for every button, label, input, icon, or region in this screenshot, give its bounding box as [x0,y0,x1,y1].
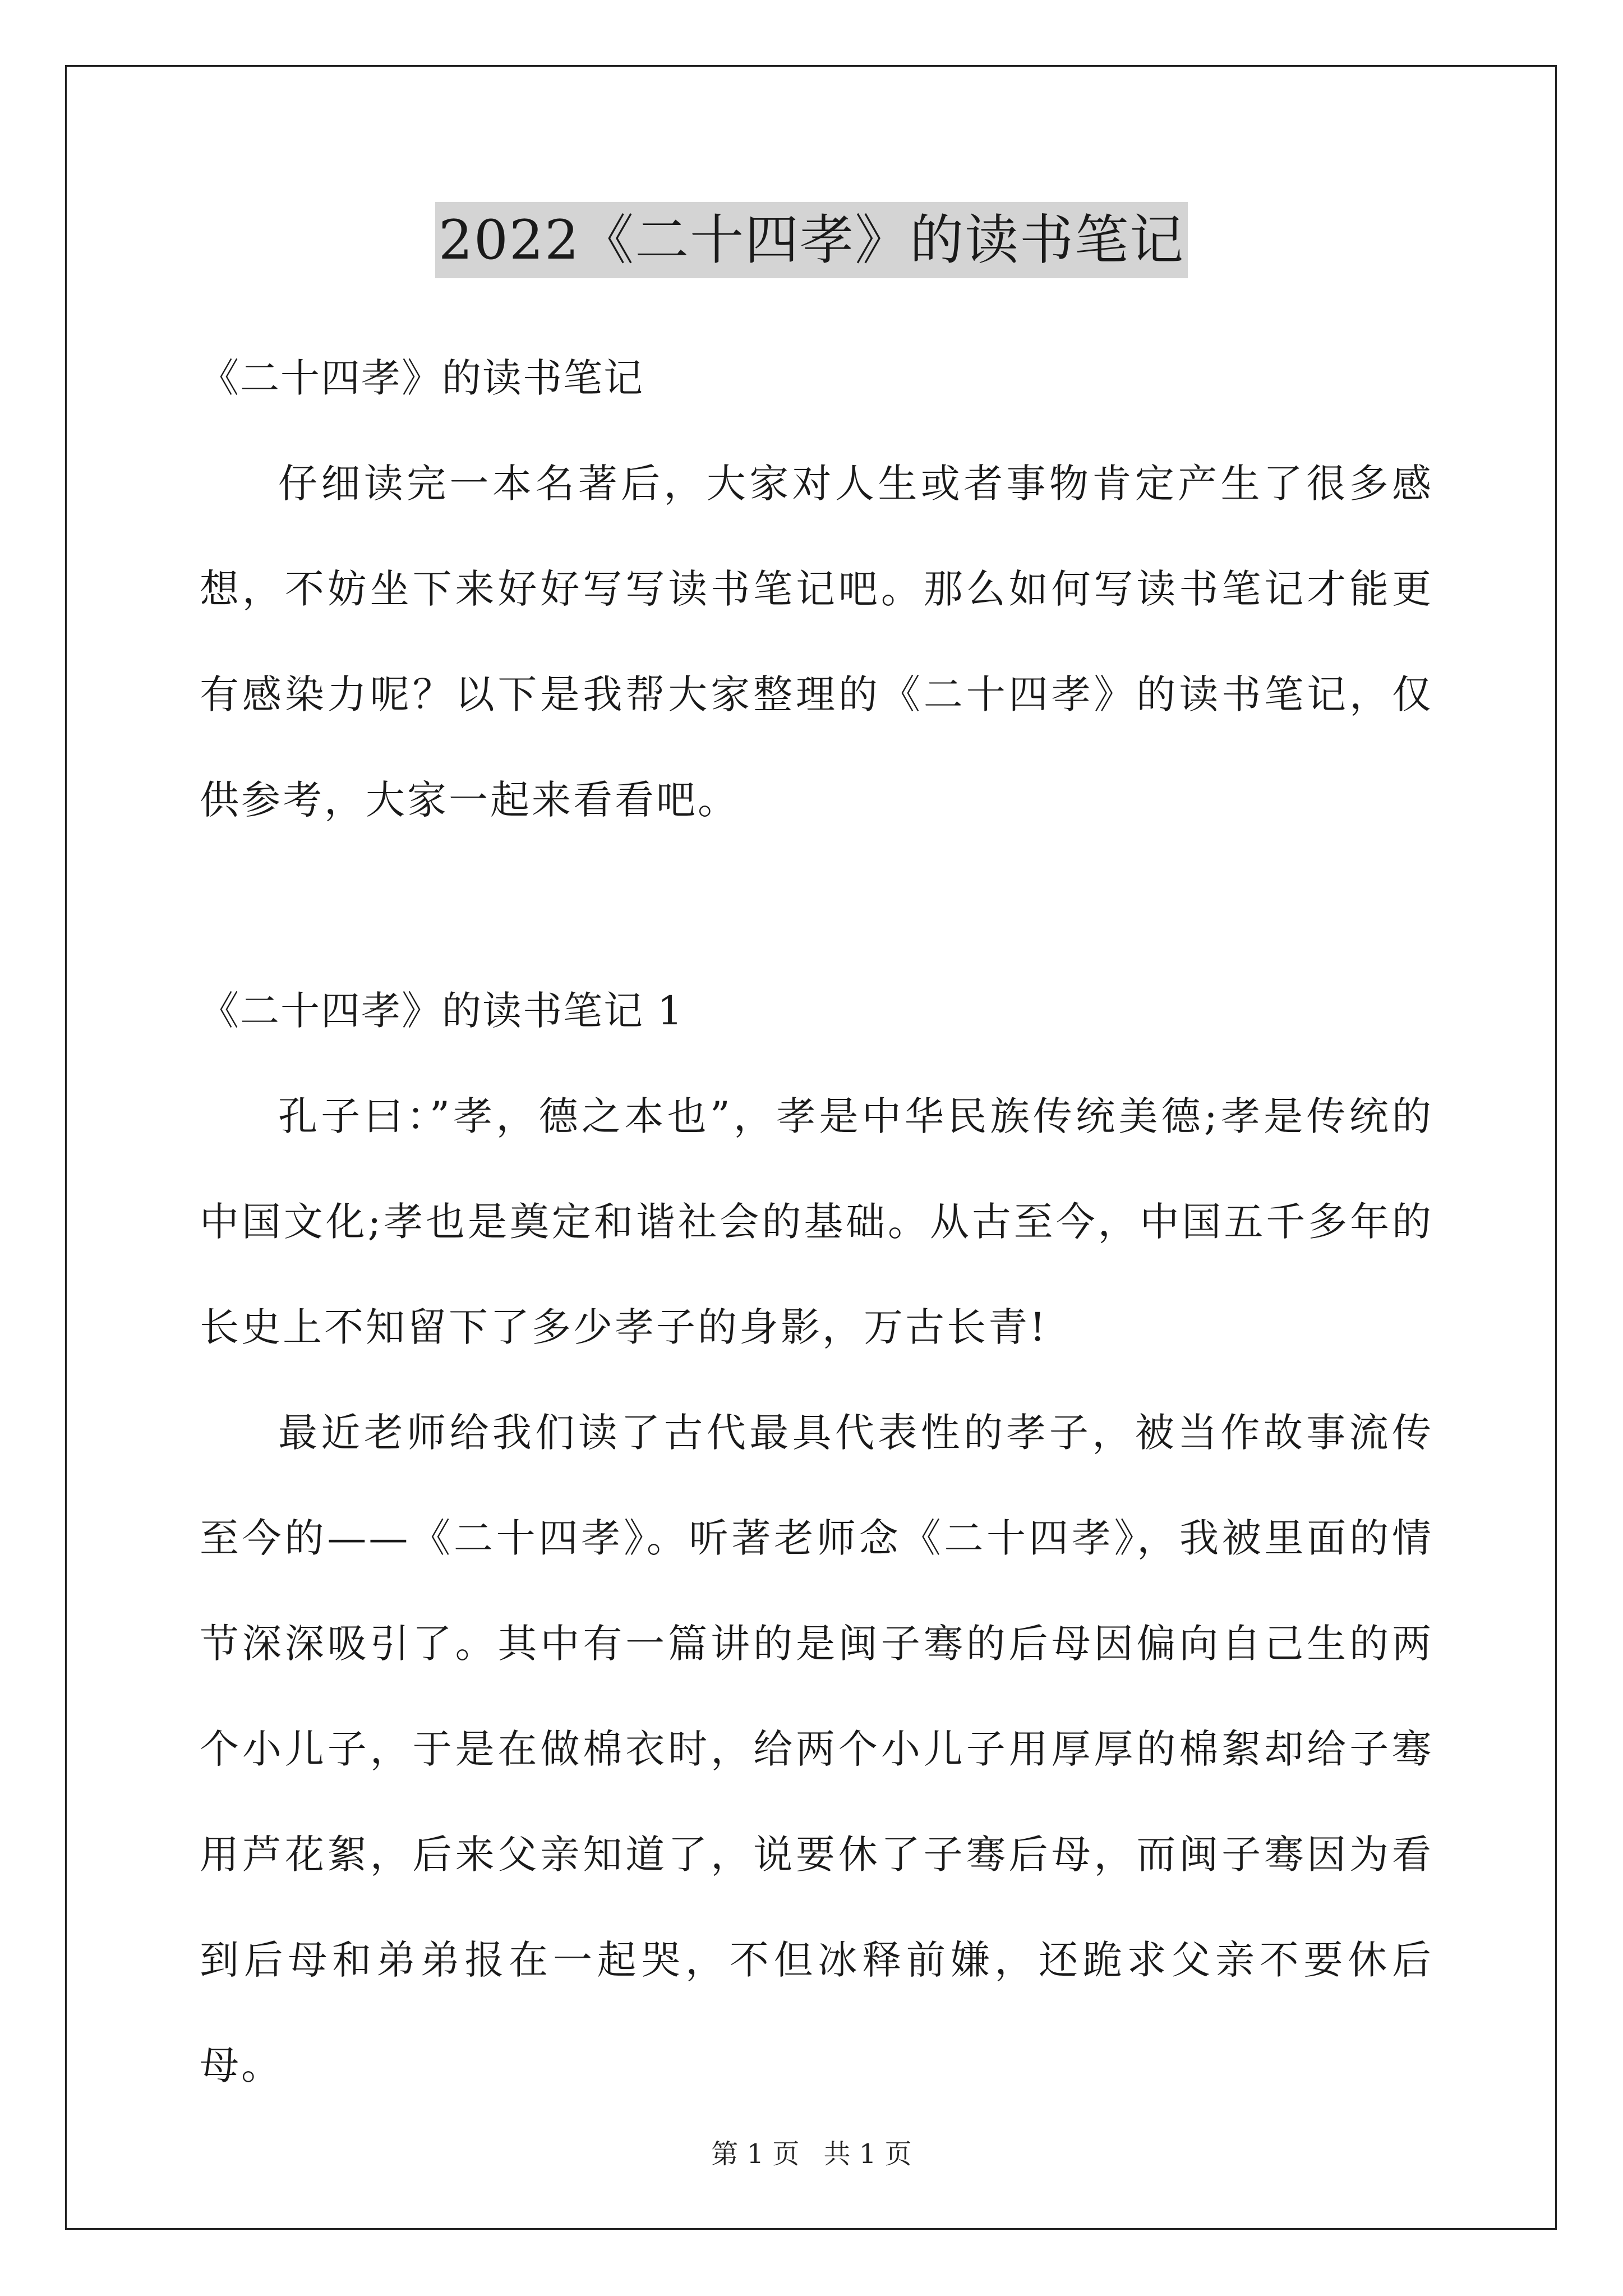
section1-paragraph-1: 孔子曰：”孝，德之本也”，孝是中华民族传统美德;孝是传统的中国文化;孝也是奠定和谐社会的基础。从古至今，中国五千多年的长史上不知留下了多少孝子的身影，万古长青! [200,1093,1433,1350]
page-number: 第 1 页 [711,2138,800,2170]
page-footer [0,2137,1623,2171]
intro-heading: 《二十四孝》的读书笔记 [200,355,644,401]
title-container [0,202,1623,278]
intro-paragraph: 仔细读完一本名著后，大家对人生或者事物肯定产生了很多感想，不妨坐下来好好写写读书笔记吧。那么如何写读书笔记才能更有感染力呢？以下是我帮大家整理的《二十四孝》的读书笔记，仅供参考，大家一起来看看吧。 [200,461,1433,823]
page-total: 共 1 页 [823,2138,912,2170]
section1-heading: 《二十四孝》的读书笔记 1 [200,988,684,1034]
document-body [200,325,1433,2118]
section-spacer [200,853,1433,958]
document-title: 2022《二十四孝》的读书笔记 [435,202,1188,278]
section1-paragraph-2: 最近老师给我们读了古代最具代表性的孝子，被当作故事流传至今的——《二十四孝》。听著老师念《二十四孝》，我被里面的情节深深吸引了。其中有一篇讲的是闽子骞的后母因偏向自己生的两个小儿子，于是在做棉衣时，给两个小儿子用厚厚的棉絮却给子骞用芦花絮，后来父亲知道了，说要休了子骞后母，而闽子骞因为看到后母和弟弟报在一起哭，不但冰释前嫌，还跪求父亲不要休后母。 [200,1410,1433,2088]
